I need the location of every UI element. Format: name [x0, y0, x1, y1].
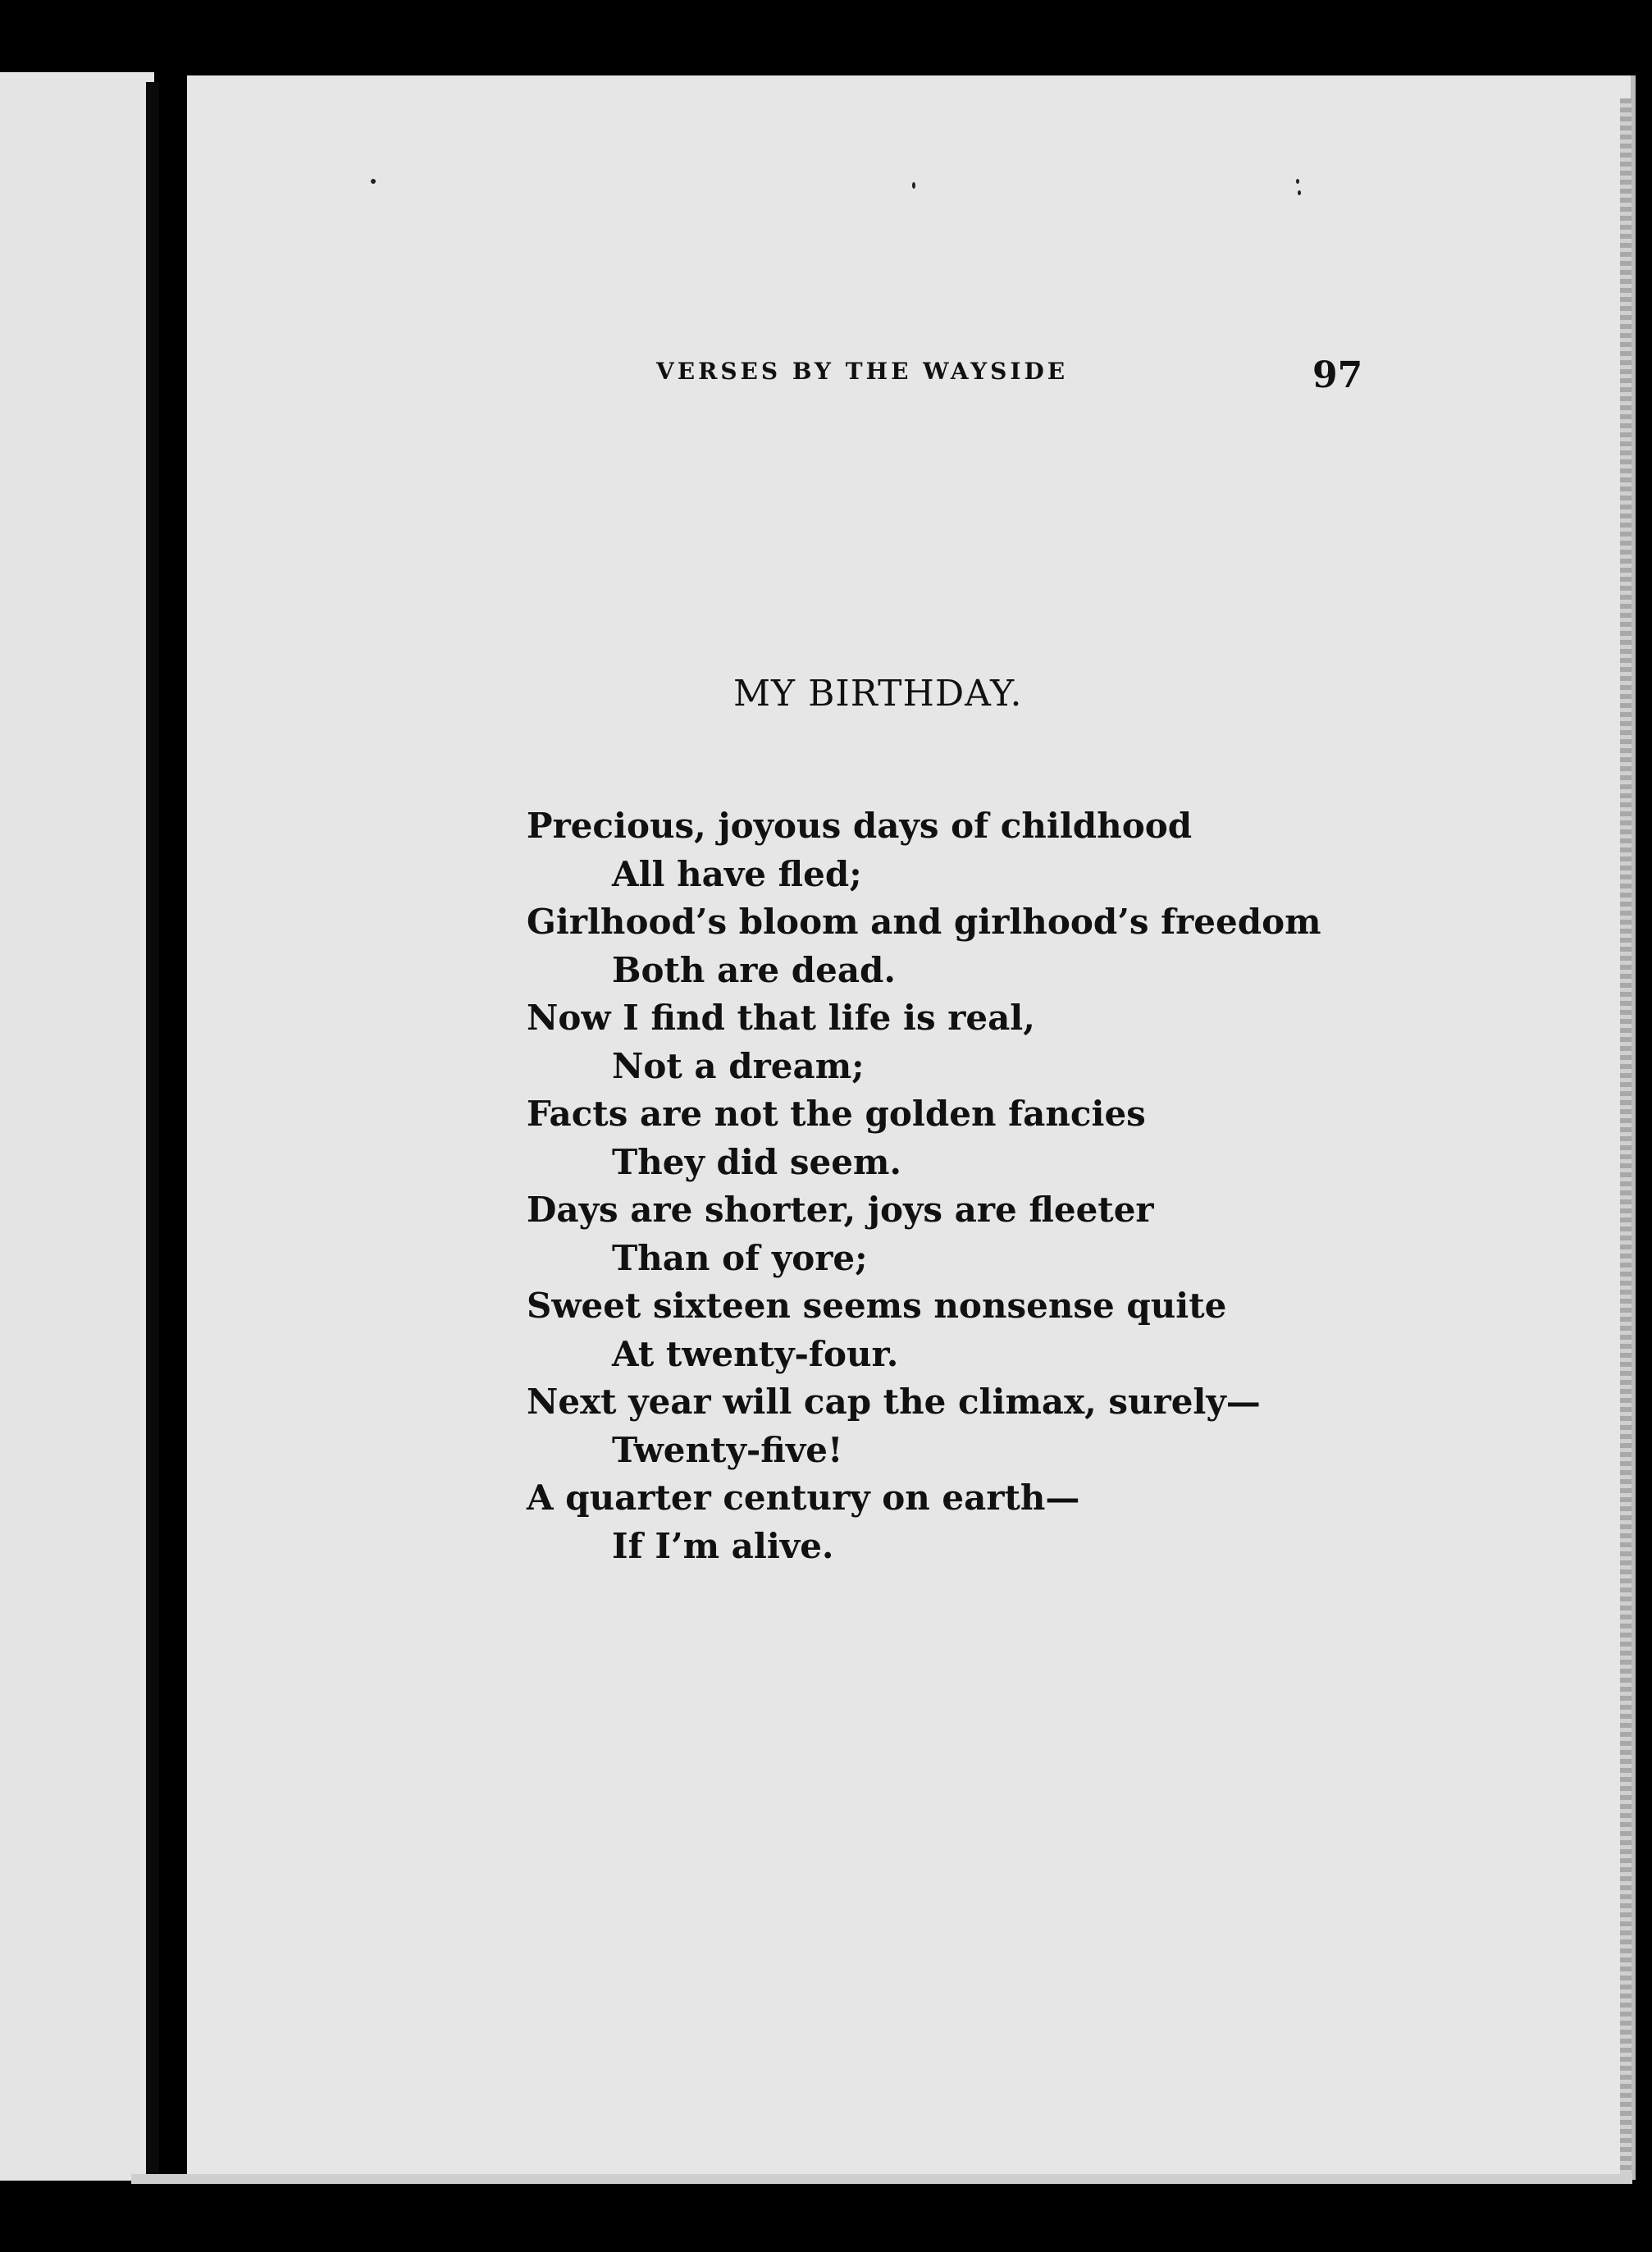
poem-line: A quarter century on earth— [527, 1478, 1080, 1518]
poem-line: All have fled; [612, 853, 862, 894]
poem-line: Sweet sixteen seems nonsense quite [527, 1286, 1227, 1326]
page-edge [1620, 98, 1631, 2182]
poem-line: At twenty-four. [612, 1333, 899, 1374]
poem-line: Facts are not the golden fancies [527, 1094, 1146, 1134]
poem-line: Next year will cap the climax, surely— [527, 1382, 1261, 1422]
poem-line: They did seem. [612, 1141, 902, 1182]
poem-line: Days are shorter, joys are fleeter [527, 1190, 1154, 1230]
book-gutter [146, 82, 159, 2182]
poem-line: Both are dead. [612, 949, 897, 990]
poem-line: Not a dream; [612, 1045, 865, 1086]
dust-speck [371, 179, 376, 184]
facing-page-sliver [0, 72, 154, 2181]
dust-speck [1296, 179, 1299, 184]
page-bottom-edge [131, 2174, 1632, 2184]
dust-speck [912, 182, 915, 189]
poem-body [527, 802, 1321, 1570]
poem-title: MY BIRTHDAY. [733, 673, 1023, 715]
poem-line: Than of yore; [612, 1237, 868, 1278]
poem-line: If I’m alive. [612, 1525, 834, 1566]
page-number: 97 [1312, 354, 1363, 396]
poem-line: Now I find that life is real, [527, 998, 1035, 1038]
dust-speck [1298, 190, 1301, 195]
poem-line: Girlhood’s bloom and girlhood’s freedom [527, 902, 1321, 942]
poem-line: Precious, joyous days of childhood [527, 806, 1193, 846]
poem-line: Twenty-five! [612, 1429, 843, 1470]
running-head: VERSES BY THE WAYSIDE [656, 358, 1069, 385]
